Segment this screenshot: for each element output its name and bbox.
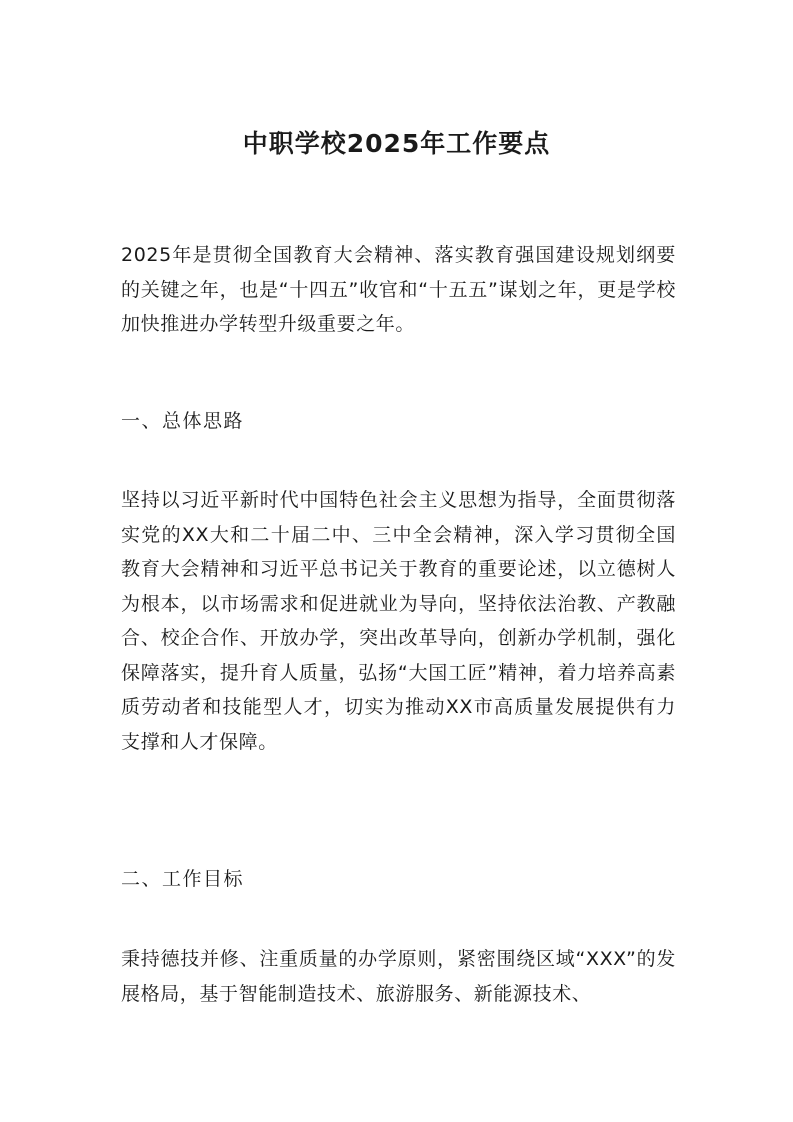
document-title: 中职学校2025年工作要点 (242, 129, 551, 158)
section-heading-overall-approach: 一、总体思路 (121, 410, 245, 432)
intro-paragraph: 2025年是贯彻全国教育大会精神、落实教育强国建设规划纲要的关键之年，也是“十四五”收官和“十五五”谋划之年，更是学校加快推进办学转型升级重要之年。 (121, 244, 676, 335)
section-heading-work-goals: 二、工作目标 (121, 868, 245, 890)
section-body-overall-approach: 坚持以习近平新时代中国特色社会主义思想为指导，全面贯彻落实党的XX大和二十届二中、三中全会精神，深入学习贯彻全国教育大会精神和习近平总书记关于教育的重要论述，以立德树人为根本，以市场需求和促进就业为导向，坚持依法治教、产教融合、校企合作、开放办学，突出改革导向，创新办学机制，强化保障落实，提升育人质量，弘扬“大国工匠”精神，着力培养高素质劳动者和技能型人才，切实为推动XX市高质量发展提供有力支撑和人才保障。 (121, 489, 676, 753)
section-body-work-goals: 秉持德技并修、注重质量的办学原则，紧密围绕区域“XXX”的发展格局，基于智能制造技术、旅游服务、新能源技术、 (121, 948, 676, 1005)
